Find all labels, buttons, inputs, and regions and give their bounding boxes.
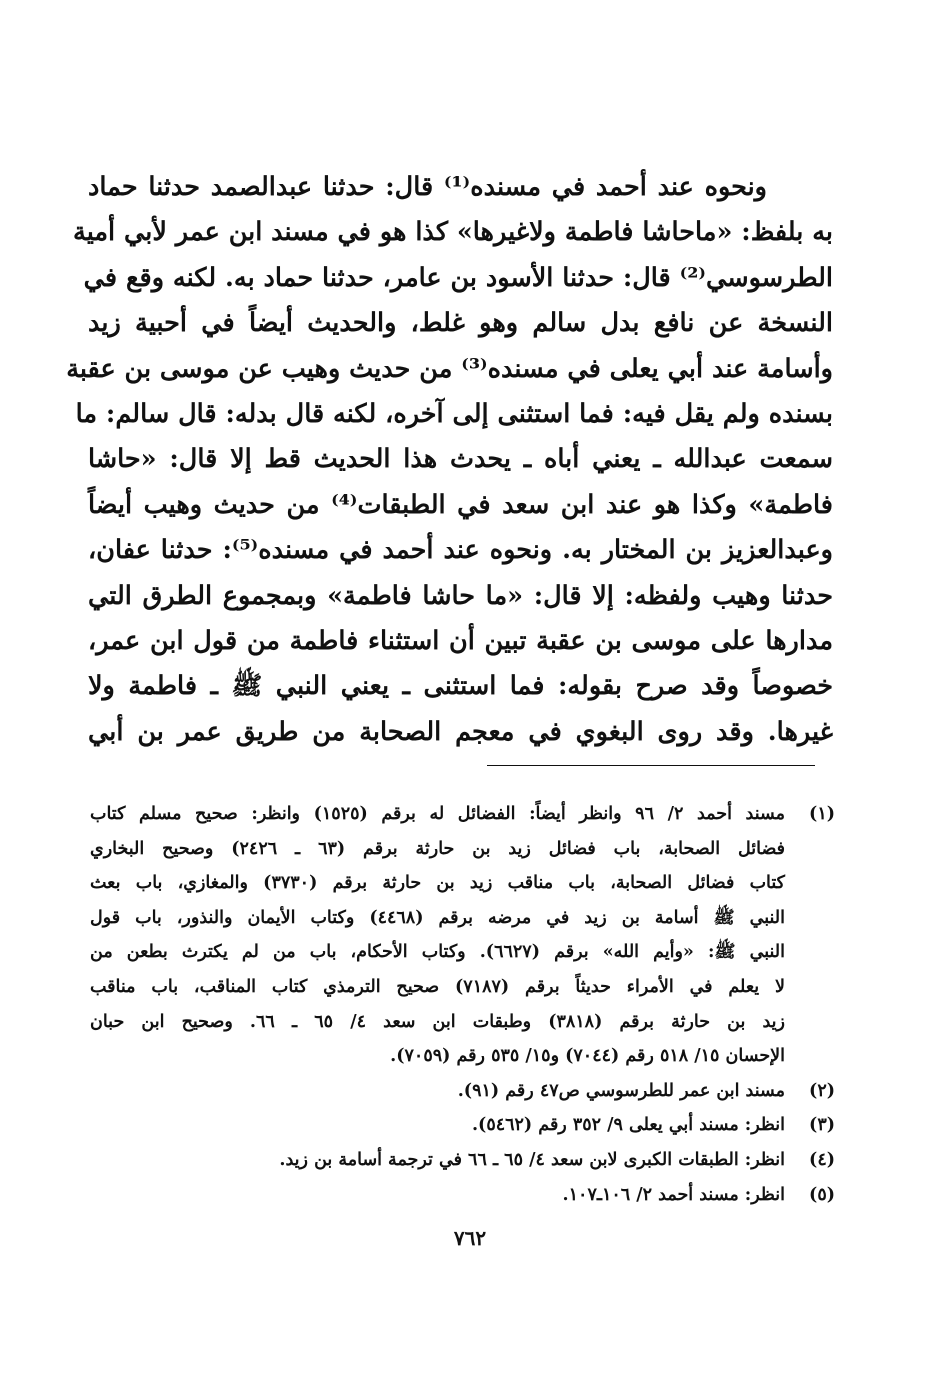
footnote-separator: [487, 765, 815, 766]
main-line: فاطمة» وكذا هو عند ابن سعد في الطبقات⁽⁴⁾ من حديث وهيب أيضاً: [88, 489, 833, 520]
footnote-line: انظر: مسند أحمد ٢/ ١٠٦ـ١٠٧.: [562, 1184, 785, 1205]
main-line: غيرها. وقد روى البغوي في معجم الصحابة من طريق عمر بن أبي: [88, 716, 833, 747]
footnote-line: مسند ابن عمر للطرسوسي ص٤٧ رقم (٩١).: [457, 1080, 785, 1101]
footnote-number: (٣): [809, 1115, 835, 1136]
footnote-number: (١): [809, 804, 835, 824]
footnote-line: فضائل الصحابة، باب فضائل زيد بن حارثة برقم (٦٣ ـ ٢٤٢٦) وصحيح البخاري: [90, 838, 786, 859]
footnote-4: [90, 1143, 835, 1178]
footnote-number: (٤): [809, 1149, 835, 1170]
footnote-3: [90, 1108, 835, 1143]
footnote-line: لا يعلم في الأمراء حديثاً برقم (٧١٨٧) صحيح الترمذي كتاب المناقب، باب مناقب: [90, 976, 785, 997]
main-line: بسنده ولم يقل فيه: فما استثنى إلى آخره، لكنه قال بدله: قال سالم: ما: [75, 399, 833, 430]
footnote-line: الإحسان ١٥/ ٥١٨ رقم (٧٠٤٤) و١٥/ ٥٣٥ رقم (٧٠٥٩).: [390, 1046, 785, 1067]
footnotes: [90, 797, 835, 1212]
footnote-line: النبي ﷺ أسامة بن زيد في مرضه برقم (٤٤٦٨) وكتاب الأيمان والنذور، باب قول: [90, 907, 785, 928]
footnote-line: النبي ﷺ: «وأيم الله» برقم (٦٦٢٧). وكتاب الأحكام، باب من لم يكترث بطعن من: [90, 942, 785, 963]
main-line: حدثنا وهيب ولفظه: إلا قال: «ما حاشا فاطمة» وبمجموع الطرق التي: [88, 580, 833, 611]
page-number: ٧٦٢: [453, 1226, 487, 1250]
main-text: [66, 165, 833, 755]
footnote-1: [90, 797, 835, 1074]
footnote-line: انظر: مسند أبي يعلى ٩/ ٣٥٢ رقم (٥٤٦٢).: [471, 1115, 785, 1136]
main-line: مدارها على موسى بن عقبة تبين أن استثناء فاطمة من قول ابن عمر،: [88, 626, 833, 657]
footnote-line: زيد بن حارثة برقم (٣٨١٨) وطبقات ابن سعد ٤/ ٦٥ ـ ٦٦. وصحيح ابن حبان: [90, 1011, 786, 1032]
main-line: وعبدالعزيز بن المختار به. ونحوه عند أحمد في مسنده⁽⁵⁾: حدثنا عفان،: [88, 535, 833, 566]
main-line: الطرسوسي⁽²⁾ قال: حدثنا الأسود بن عامر، حدثنا حماد به. لكنه وقع في: [83, 262, 833, 293]
footnote-line: كتاب فضائل الصحابة، باب مناقب زيد بن حارثة برقم (٣٧٣٠) والمغازي، باب بعث: [90, 873, 785, 894]
main-line: خصوصاً وقد صرح بقوله: فما استثنى ـ يعني النبي ﷺ ـ فاطمة ولا: [88, 671, 833, 702]
main-line: النسخة عن نافع بدل سالم وهو غلط، والحديث أيضاً في أحبية زيد: [88, 308, 833, 339]
footnote-line: انظر: الطبقات الكبرى لابن سعد ٤/ ٦٥ ـ ٦٦ في ترجمة أسامة بن زيد.: [279, 1149, 785, 1170]
footnote-number: (٥): [809, 1184, 835, 1205]
main-line: وأسامة عند أبي يعلى في مسنده⁽³⁾ من حديث وهيب عن موسى بن عقبة: [66, 353, 833, 384]
footnote-number: (٢): [809, 1080, 835, 1101]
main-line: سمعت عبدالله ـ يعني أباه ـ يحدث هذا الحديث قط إلا قال: «حاشا: [88, 444, 833, 475]
footnote-2: [90, 1074, 835, 1109]
footnote-line: مسند أحمد ٢/ ٩٦ وانظر أيضاً: الفضائل له برقم (١٥٢٥) وانظر: صحيح مسلم كتاب: [90, 804, 785, 824]
main-line: ونحوه عند أحمد في مسنده⁽¹⁾ قال: حدثنا عبدالصمد حدثنا حماد: [88, 172, 767, 202]
main-line: به بلفظ: «ماحاشا فاطمة ولاغيرها» كذا هو في مسند ابن عمر لأبي أمية: [73, 217, 833, 248]
footnote-5: [90, 1178, 835, 1213]
